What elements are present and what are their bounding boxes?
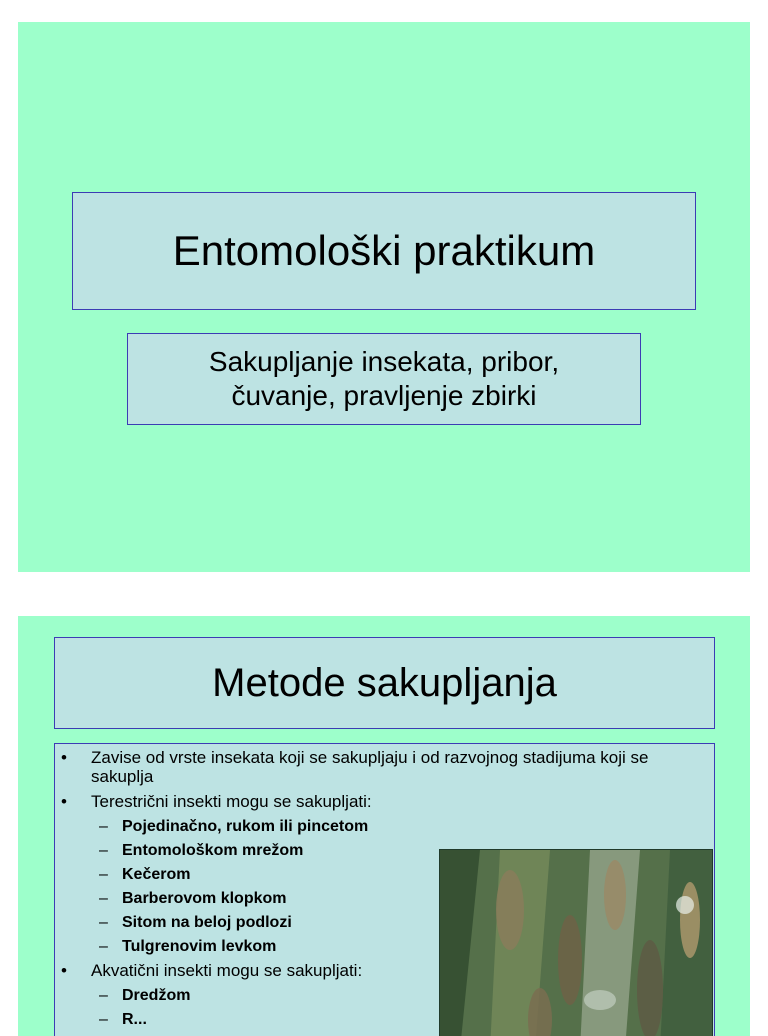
title-slide <box>18 22 750 572</box>
slide-title: Entomološki praktikum <box>172 227 596 274</box>
caterpillars-image <box>440 850 713 1036</box>
sub-item-text: Dredžom <box>122 987 191 1004</box>
bullet-item <box>55 748 714 786</box>
dash-icon: – <box>99 938 108 955</box>
bullet-icon: • <box>61 792 67 811</box>
dash-icon: – <box>99 866 108 883</box>
sub-item-text: Pojedinačno, rukom ili pincetom <box>122 818 369 835</box>
dash-icon: – <box>99 987 108 1004</box>
sub-item-text: Tulgrenovim levkom <box>122 938 277 955</box>
sub-item-text: Barberovom klopkom <box>122 890 287 907</box>
title-box <box>72 192 696 310</box>
dash-icon: – <box>99 890 108 907</box>
subtitle-line-2: čuvanje, pravljenje zbirki <box>231 380 537 411</box>
methods-slide <box>18 616 750 1036</box>
heading-box <box>54 637 715 729</box>
bullet-icon: • <box>61 961 67 980</box>
dash-icon: – <box>99 818 108 835</box>
dash-icon: – <box>99 914 108 931</box>
bullet-item <box>55 792 714 811</box>
bullet-text: Zavise od vrste insekata koji se sakupljaju i od razvojnog stadijuma koji se sakuplja <box>91 748 649 786</box>
slide-heading: Metode sakupljanja <box>212 660 557 705</box>
dash-icon: – <box>99 1011 108 1028</box>
dash-icon: – <box>99 842 108 859</box>
sub-item-text: Entomološkom mrežom <box>122 842 304 859</box>
subtitle-line-1: Sakupljanje insekata, pribor, <box>208 345 560 377</box>
subtitle-box <box>127 333 641 425</box>
sub-item <box>55 817 714 836</box>
bullet-text: Terestrični insekti mogu se sakupljati: <box>91 792 372 811</box>
slide-subtitle <box>209 345 559 413</box>
sub-item-text: Kečerom <box>122 866 191 883</box>
sub-item-text: R... <box>122 1011 147 1028</box>
bullet-text: Akvatični insekti mogu se sakupljati: <box>91 961 363 980</box>
bullet-icon: • <box>61 748 67 767</box>
caterpillars-photo <box>439 849 713 1036</box>
sub-item-text: Sitom na beloj podlozi <box>122 914 292 931</box>
